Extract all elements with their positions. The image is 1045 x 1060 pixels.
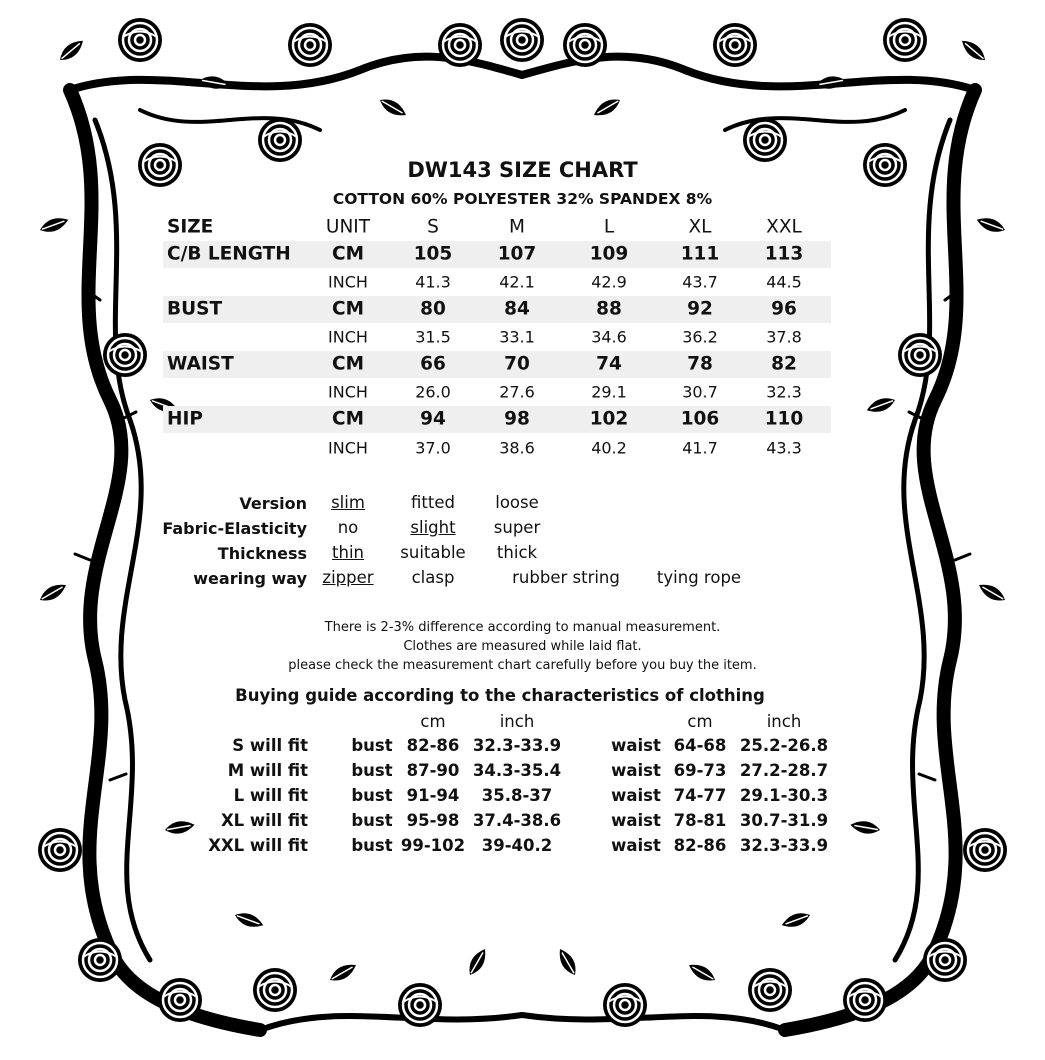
attribute-label: Thickness [217,544,307,563]
unit-cell: CM [332,353,364,375]
value-cell: 42.9 [591,272,627,292]
attribute-option: loose [495,493,539,512]
guide-bust-inch: 35.8-37 [481,786,553,805]
measurement-note-1: There is 2-3% difference according to manual measurement. [324,620,721,635]
size-chart-header-row [163,213,831,241]
measurement-note-2: Clothes are measured while laid flat. [403,639,642,654]
value-cell: 110 [764,408,804,430]
guide-waist-cm: 64-68 [673,736,727,755]
chart-title: DW143 SIZE CHART [407,158,638,182]
unit-cell: INCH [328,272,368,292]
guide-waist-inch: 25.2-26.8 [739,736,829,755]
value-cell: 107 [497,243,537,265]
value-cell: 32.3 [766,382,802,402]
value-cell: 40.2 [591,438,627,458]
header-s: S [427,216,439,238]
header-xl: XL [688,216,712,238]
guide-waist-label: waist [611,761,661,780]
guide-waist-inch: 30.7-31.9 [739,811,829,830]
measure-label: WAIST [167,353,234,375]
size-chart-row [163,433,831,463]
attribute-label: wearing way [193,569,307,588]
guide-fit-label: L will fit [233,786,308,805]
guide-fit-label: XL will fit [220,811,308,830]
attribute-label: Version [239,494,307,513]
value-cell: 38.6 [499,438,535,458]
guide-fit-label: M will fit [227,761,308,780]
header-l: L [603,216,615,238]
attribute-label: Fabric-Elasticity [162,519,307,538]
size-chart-row [163,323,831,351]
unit-cell: INCH [328,327,368,347]
size-chart-row [163,406,831,434]
value-cell: 113 [764,243,804,265]
guide-waist-label: waist [611,736,661,755]
guide-bust-inch: 37.4-38.6 [472,811,562,830]
guide-bust-cm: 95-98 [406,811,460,830]
value-cell: 31.5 [415,327,451,347]
guide-bust-inch: 39-40.2 [481,836,553,855]
attribute-option: tying rope [656,568,742,587]
value-cell: 109 [589,243,629,265]
measure-label: C/B LENGTH [167,243,291,265]
value-cell: 30.7 [682,382,718,402]
value-cell: 27.6 [499,382,535,402]
guide-bust-inch: 32.3-33.9 [472,736,562,755]
guide-bust-cm-header: cm [420,712,446,731]
header-xxl: XXL [766,216,802,238]
guide-bust-inch: 34.3-35.4 [472,761,562,780]
guide-bust-label: bust [351,836,393,855]
value-cell: 43.3 [766,438,802,458]
guide-bust-cm: 87-90 [406,761,460,780]
value-cell: 94 [420,408,446,430]
size-chart-row [163,241,831,269]
value-cell: 37.8 [766,327,802,347]
size-chart-row [163,296,831,324]
measure-label: BUST [167,298,223,320]
attribute-option: suitable [400,543,466,562]
value-cell: 102 [589,408,629,430]
guide-waist-label: waist [611,811,661,830]
guide-bust-inch-header: inch [499,712,535,731]
guide-bust-label: bust [351,736,393,755]
value-cell: 43.7 [682,272,718,292]
guide-waist-cm: 69-73 [673,761,727,780]
buying-guide-title: Buying guide according to the characteristics of clothing [235,686,765,705]
value-cell: 26.0 [415,382,451,402]
value-cell: 78 [687,353,713,375]
guide-fit-label: S will fit [232,736,308,755]
size-chart-row [163,351,831,379]
value-cell: 29.1 [591,382,627,402]
attribute-option-selected: zipper [322,568,374,587]
guide-waist-label: waist [611,836,661,855]
header-m: M [509,216,525,238]
attribute-option: thick [496,543,538,562]
header-size: SIZE [167,216,214,238]
value-cell: 105 [413,243,453,265]
value-cell: 106 [680,408,720,430]
value-cell: 92 [687,298,713,320]
guide-bust-label: bust [351,761,393,780]
attribute-option: no [337,518,359,537]
size-chart-row [163,268,831,296]
guide-bust-label: bust [351,811,393,830]
unit-cell: CM [332,243,364,265]
guide-waist-inch: 27.2-28.7 [739,761,829,780]
guide-bust-cm: 82-86 [406,736,460,755]
size-chart-table [163,213,831,463]
value-cell: 98 [504,408,530,430]
value-cell: 66 [420,353,446,375]
attribute-option: super [493,518,541,537]
guide-fit-label: XXL will fit [208,836,308,855]
value-cell: 42.1 [499,272,535,292]
guide-waist-inch-header: inch [766,712,802,731]
value-cell: 44.5 [766,272,802,292]
unit-cell: CM [332,408,364,430]
guide-bust-cm: 91-94 [406,786,460,805]
attribute-option: fitted [411,493,455,512]
attribute-option: clasp [411,568,455,587]
value-cell: 41.3 [415,272,451,292]
guide-waist-cm: 74-77 [673,786,727,805]
fabric-composition: COTTON 60% POLYESTER 32% SPANDEX 8% [332,190,713,208]
value-cell: 41.7 [682,438,718,458]
attribute-option-selected: slight [410,518,456,537]
guide-waist-cm-header: cm [687,712,713,731]
guide-waist-label: waist [611,786,661,805]
value-cell: 111 [680,243,720,265]
value-cell: 82 [771,353,797,375]
header-unit: UNIT [325,216,371,238]
value-cell: 36.2 [682,327,718,347]
guide-waist-cm: 78-81 [673,811,727,830]
guide-bust-label: bust [351,786,393,805]
measure-label: HIP [167,408,203,430]
guide-bust-cm: 99-102 [400,836,466,855]
measurement-note-3: please check the measurement chart carefully before you buy the item. [288,658,757,673]
value-cell: 88 [596,298,622,320]
value-cell: 37.0 [415,438,451,458]
unit-cell: INCH [328,382,368,402]
value-cell: 34.6 [591,327,627,347]
guide-waist-cm: 82-86 [673,836,727,855]
attribute-option-selected: thin [332,543,364,562]
size-chart-row [163,378,831,406]
value-cell: 74 [596,353,622,375]
attribute-option-selected: slim [331,493,365,512]
unit-cell: INCH [328,438,368,458]
attribute-option: rubber string [512,568,620,587]
value-cell: 80 [420,298,446,320]
guide-waist-inch: 29.1-30.3 [739,786,829,805]
value-cell: 70 [504,353,530,375]
guide-waist-inch: 32.3-33.9 [739,836,829,855]
value-cell: 84 [504,298,530,320]
unit-cell: CM [332,298,364,320]
value-cell: 96 [771,298,797,320]
value-cell: 33.1 [499,327,535,347]
